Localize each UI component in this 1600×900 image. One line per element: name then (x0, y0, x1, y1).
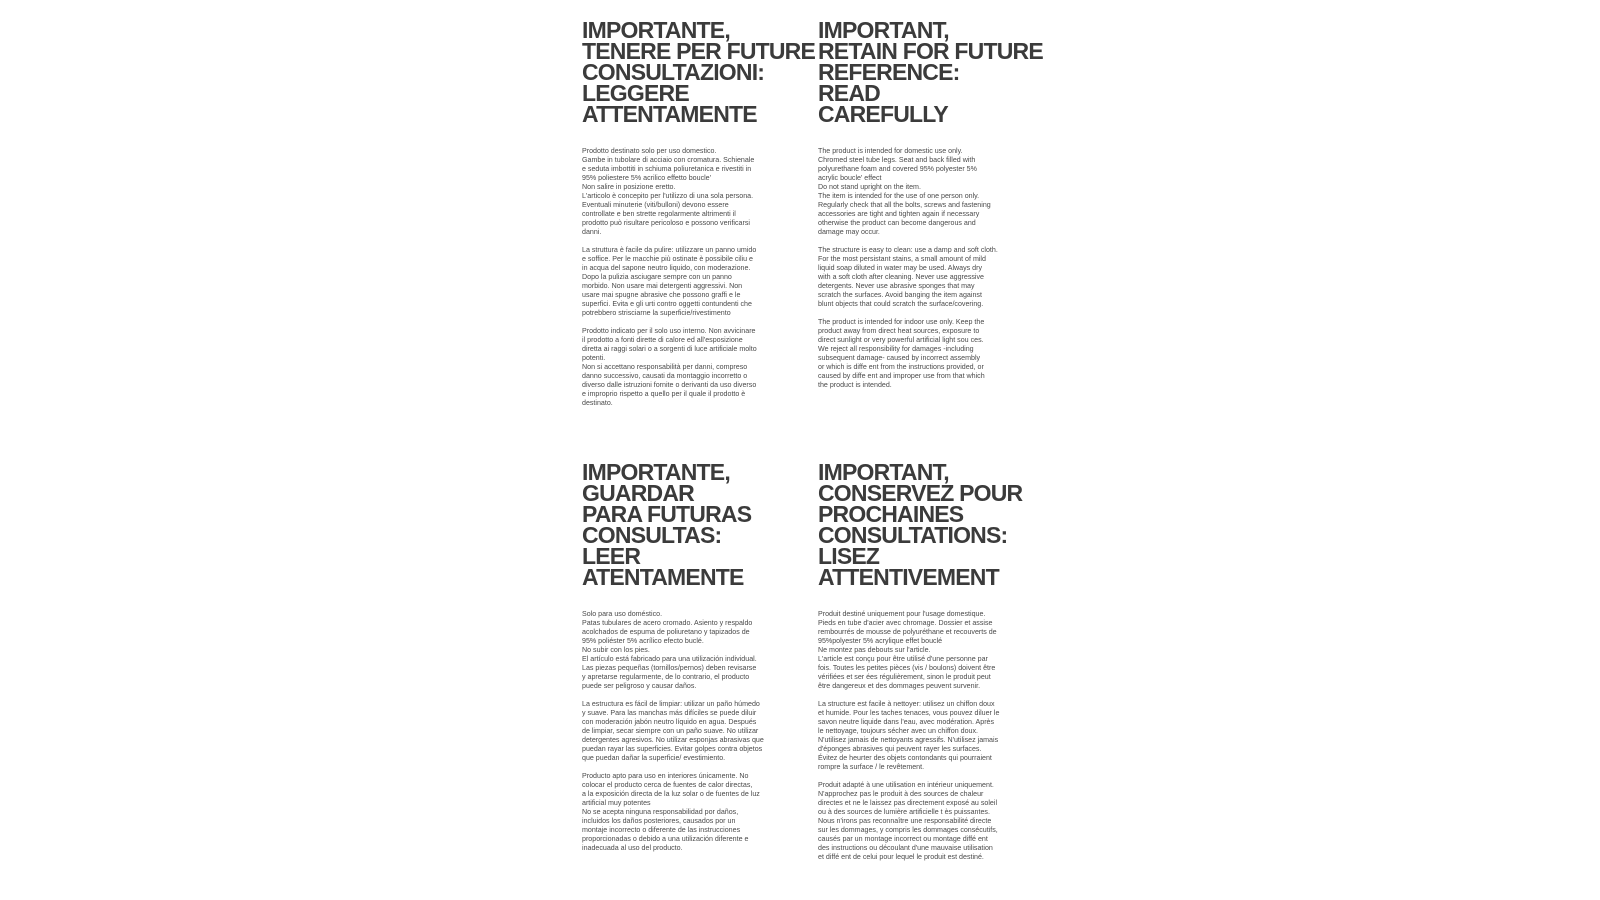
heading-line: ATTENTAMENTE (582, 101, 757, 127)
text-line: morbido. Non usare mai detergenti aggressivi. Non (582, 282, 743, 290)
text-line: polyurethane foam and covered 95% polyester 5% (818, 165, 977, 173)
text-line: e improprio rispetto a quello per il quale il prodotto è (582, 390, 746, 398)
text-line: Pieds en tube d'acier avec chromage. Dossier et assise (818, 619, 993, 627)
heading-line: REFERENCE: (818, 59, 960, 85)
text-line: Prodotto indicato per il solo uso interno. Non avvicinare (582, 327, 756, 335)
text-line: La struttura è facile da pulire: utilizzare un panno umido (582, 246, 757, 254)
paragraph (582, 147, 792, 237)
heading-line: IMPORTANTE, (582, 459, 730, 485)
text-line: incluidos los daños posteriores, causados por un (582, 817, 736, 825)
text-line: La estructura es fácil de limpiar: utilizar un paño húmedo (582, 700, 760, 708)
text-line: acrylic boucle' effect (818, 174, 882, 182)
heading-line: LEER (582, 543, 641, 569)
text-line: Non si accettano responsabilità per danni, compreso (582, 363, 748, 371)
text-line: We reject all responsibility for damages -including (818, 345, 974, 353)
heading-line: CONSERVEZ POUR (818, 480, 1023, 506)
text-line: product away from direct heat sources, exposure to (818, 327, 980, 335)
text-line: damage may occur. (818, 228, 880, 236)
heading-line: CONSULTAZIONI: (582, 59, 765, 85)
heading-line: PROCHAINES (818, 501, 964, 527)
text-line: Producto apto para uso en interiores únicamente. No (582, 772, 749, 780)
text-line: d'éponges abrasives qui peuvent rayer les surfaces. (818, 745, 982, 753)
text-line: rompre la surface / le revêtement. (818, 763, 925, 771)
heading-line: ATTENTIVEMENT (818, 564, 999, 590)
text-line: L'article est conçu pour être utilisé d'une personne par (818, 655, 988, 663)
body-english (818, 147, 1028, 390)
text-line: detergentes agresivos. No utilizar esponjas abrasivas que (582, 736, 764, 744)
paragraph (818, 781, 1028, 862)
text-line: inadecuada al uso del producto. (582, 844, 683, 852)
section-english (818, 17, 1043, 399)
section-italian (582, 17, 816, 417)
heading-line: LEGGERE (582, 80, 689, 106)
text-line: diretta ai raggi solari o a sorgenti di luce artificiale molto (582, 345, 757, 353)
text-line: 95%polyester 5% acrylique effet bouclé (818, 637, 943, 645)
text-line: puede ser peligroso y causar daños. (582, 682, 697, 690)
text-line: vérifiées et ser ées régulièrement, sinon le produit peut (818, 673, 991, 681)
text-line: que puedan dañar la superficie/ evestimiento. (582, 754, 726, 762)
heading-line: CAREFULLY (818, 101, 948, 127)
heading-line: PARA FUTURAS (582, 501, 752, 527)
text-line: Las piezas pequeñas (tornillos/pernos) deben revisarse (582, 664, 757, 672)
text-line: Évitez de heurter des objets contondants qui pourraient (818, 754, 992, 762)
text-line: diverso dalle istruzioni fornite o derivanti da uso diverso (582, 381, 757, 389)
heading-line: CONSULTAS: (582, 522, 722, 548)
paragraph (818, 318, 1028, 390)
text-line: Nous n'irons pas reconnaître une responsabilité directe (818, 817, 992, 825)
text-line: a la exposición directa de la luz solar o de fuentes de luz (582, 790, 760, 798)
text-line: For the most persistant stains, a small amount of mild (818, 255, 986, 263)
text-line: colocar el producto cerca de fuentes de calor directas, (582, 781, 753, 789)
text-line: danni. (582, 228, 602, 236)
text-line: artificial muy potentes (582, 799, 651, 807)
text-line: The product is intended for indoor use only. Keep the (818, 318, 985, 326)
heading-french (818, 459, 1028, 590)
text-line: controllate e ben strette regolarmente altrimenti il (582, 210, 736, 218)
heading-line: LISEZ (818, 543, 880, 569)
text-line: 95% poliestere 5% acrilico effetto boucle' (582, 174, 711, 182)
text-line: accessories are tight and tighten again if necessary (818, 210, 980, 218)
text-line: No se acepta ninguna responsabilidad por daños, (582, 808, 739, 816)
heading-line: GUARDAR (582, 480, 694, 506)
text-line: The structure is easy to clean: use a damp and soft cloth. (818, 246, 998, 254)
text-line: with a soft cloth after cleaning. Never use aggressive (818, 273, 984, 281)
paragraph (582, 700, 792, 763)
text-line: N'approchez pas le produit à des sources de chaleur (818, 790, 984, 798)
text-line: Patas tubulares de acero cromado. Asiento y respaldo (582, 619, 753, 627)
heading-line: IMPORTANT, (818, 17, 949, 43)
heading-line: IMPORTANT, (818, 459, 949, 485)
text-line: Gambe in tubolare di acciaio con cromatura. Schienale (582, 156, 755, 164)
text-line: The item is intended for the use of one person only. (818, 192, 980, 200)
body-italian (582, 147, 792, 408)
text-line: Chromed steel tube legs. Seat and back filled with (818, 156, 976, 164)
section-spanish (582, 459, 792, 862)
text-line: montaje incorrecto o diferente de las instrucciones (582, 826, 741, 834)
text-line: con moderación jabón neutro líquido en agua. Después (582, 718, 757, 726)
text-line: danno successivo, causati da montaggio incorretto o (582, 372, 748, 380)
text-line: sur les dommages, y compris les dommages consécutifs, (818, 826, 998, 834)
text-line: The product is intended for domestic use only. (818, 147, 963, 155)
text-line: Eventuali minuterie (viti/bulloni) devono essere (582, 201, 729, 209)
text-line: directes et ne le laissez pas directement exposé au soleil (818, 799, 998, 807)
text-line: rembourrés de mousse de polyuréthane et recouverts de (818, 628, 997, 636)
heading-line: READ (818, 80, 880, 106)
text-line: e soffice. Per le macchie più ostinate è possibile ciliu e (582, 255, 753, 263)
text-line: or which is diffe ent from the instructions provided, or (818, 363, 984, 371)
text-line: Dopo la pulizia asciugare sempre con un panno (582, 273, 732, 281)
text-line: fois. Toutes les petites pièces (vis / boulons) doivent être (818, 664, 996, 672)
heading-line: RETAIN FOR FUTURE (818, 38, 1043, 64)
text-line: superfici. Evita e gli urti contro oggetti contundenti che (582, 300, 752, 308)
paragraph (818, 610, 1028, 691)
heading-line: CONSULTATIONS: (818, 522, 1008, 548)
text-line: e seduta imbottiti in schiuma poliuretanica e rivestiti in (582, 165, 752, 173)
text-line: des instructions ou découlant d'une mauvaise utilisation (818, 844, 993, 852)
text-line: Produit destiné uniquement pour l'usage domestique. (818, 610, 986, 618)
paragraph (582, 246, 792, 318)
paragraph (818, 147, 1028, 237)
text-line: potenti. (582, 354, 606, 362)
text-line: savon neutre liquide dans l'eau, avec modération. Après (818, 718, 995, 726)
text-line: El artículo está fabricado para una utilización individual. (582, 655, 757, 663)
paragraph (582, 610, 792, 691)
text-line: caused by diffe ent and improper use from that which (818, 372, 985, 380)
text-line: liquid soap diluted in water may be used. Always dry (818, 264, 983, 272)
paragraph (582, 327, 792, 408)
body-french (818, 610, 1028, 862)
paragraph (582, 772, 792, 853)
paragraph (818, 700, 1028, 772)
text-line: subsequent damage- caused by incorrect assembly (818, 354, 981, 362)
text-line: Do not stand upright on the item. (818, 183, 921, 191)
text-line: être dangereux et des dommages peuvent survenir. (818, 682, 981, 690)
text-line: puedan rayar las superficies. Evitar golpes contra objetos (582, 745, 763, 753)
text-line: Solo para uso doméstico. (582, 610, 663, 618)
text-line: otherwise the product can become dangerous and (818, 219, 976, 227)
text-line: destinato. (582, 399, 613, 407)
heading-spanish (582, 459, 792, 590)
text-line: the product is intended. (818, 381, 892, 389)
text-line: et diffé ent de celui pour lequel le produit est destiné. (818, 853, 984, 861)
text-line: La structure est facile à nettoyer: utilisez un chiffon doux (818, 700, 995, 708)
text-line: le nettoyage, toujours sécher avec un chiffon doux. (818, 727, 978, 735)
text-line: Ne montez pas debouts sur l'article. (818, 646, 931, 654)
text-line: blunt objects that could scratch the surface/covering. (818, 300, 984, 308)
text-line: detergents. Never use abrasive sponges that may (818, 282, 975, 290)
text-line: Regularly check that all the bolts, screws and fastening (818, 201, 991, 209)
text-line: in acqua del sapone neutro liquido, con moderazione. (582, 264, 751, 272)
text-line: direct sunlight or very powerful artificial light sou ces. (818, 336, 984, 344)
text-line: de limpiar, secar siempre con un paño suave. No utilizar (582, 727, 759, 735)
text-line: prodotto può risultare pericoloso e possono verificarsi (582, 219, 750, 227)
text-line: il prodotto a fonti dirette di calore ed all'esposizione (582, 336, 743, 344)
text-line: causés par un montage incorrect ou montage diffé ent (818, 835, 988, 843)
text-line: Non salire in posizione eretto. (582, 183, 676, 191)
heading-line: IMPORTANTE, (582, 17, 730, 43)
section-french (818, 459, 1028, 871)
text-line: proporcionadas o debido a una utilización diferente e (582, 835, 749, 843)
heading-line: ATENTAMENTE (582, 564, 744, 590)
text-line: N'utilisez jamais de nettoyants agressifs. N'utilisez jamais (818, 736, 999, 744)
text-line: scratch the surfaces. Avoid banging the item against (818, 291, 982, 299)
text-line: et humide. Pour les taches tenaces, vous pouvez diluer le (818, 709, 1000, 717)
text-line: ou à des sources de lumière artificielle t ès puissantes. (818, 808, 990, 816)
text-line: 95% poliéster 5% acrílico efecto buclé. (582, 637, 704, 645)
text-line: acolchados de espuma de poliuretano y tapizados de (582, 628, 750, 636)
heading-line: TENERE PER FUTURE (582, 38, 816, 64)
text-line: No subir con los pies. (582, 646, 650, 654)
text-line: y suave. Para las manchas más difíciles se puede diluir (582, 709, 757, 717)
body-spanish (582, 610, 792, 853)
heading-italian (582, 17, 816, 127)
text-line: usare mai spugne abrasive che possono graffi e le (582, 291, 741, 299)
text-line: Produit adapté à une utilisation en intérieur uniquement. (818, 781, 994, 789)
paragraph (818, 246, 1028, 309)
text-line: Prodotto destinato solo per uso domestico. (582, 147, 717, 155)
text-line: potrebbero strisciarne la superficie/rivestimento (582, 309, 731, 317)
text-line: y apretarse regularmente, de lo contrario, el producto (582, 673, 750, 681)
heading-english (818, 17, 1043, 127)
text-line: L'articolo è concepito per l'utilizzo di una sola persona. (582, 192, 754, 200)
